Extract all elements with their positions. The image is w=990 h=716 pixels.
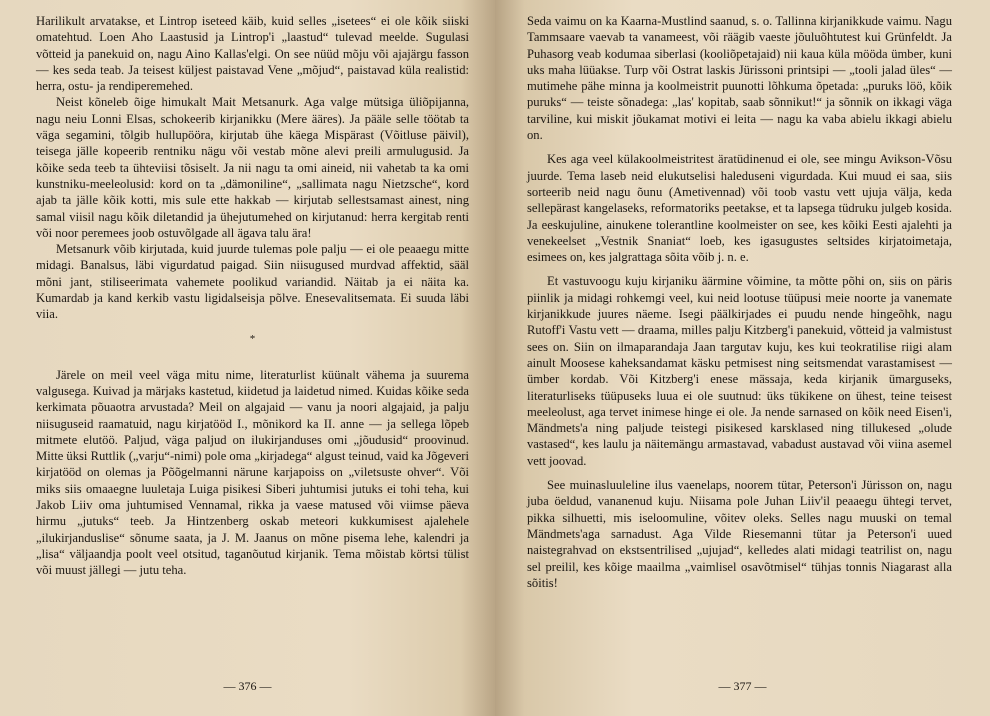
right-page-text — [527, 13, 952, 591]
section-separator: * — [249, 332, 256, 345]
paragraph: See muinasluuleline ilus vaenelaps, noorem tütar, Peterson'i Jürisson on, nagu juba öeldud, vananenud kuju. Niisama pole Juhan Liiv'il peaaegu ühtegi tervet, pikka silhuetti, mis iseloomuline, võitev oleks. Selles nagu muuski on temal Mändmets'aga sarnadust. Aga Vilde Riesemanni tütar ja Peterson'i uued naistegrahvad on ekstsentrilised „ujujad“, kelledes alati midagi teatrilist on, nagu sel preilil, kes kõige maailma „vaimlisel osavõtmisel“ tühjas tonnis Niagarast alla sõitis! — [527, 478, 952, 590]
paragraph: Järele on meil veel väga mitu nime, literaturlist küünalt vähema ja suurema valgusega. Kuivad ja märjaks kastetud, kiidetud ja laidetud nimed. Kuidas kõike seda kerkimata põuaotra arvustada? Meil on algajaid — vanu ja noori algajaid, ja palju niisuguseid raamatuid, nagu kirjatööd I., mõnikord ka II. anne — ja sellega lõpeb mitmete elutöö. Paljud, väga paljud on ilukirjanduses omi „jõudusid“ proovinud. Mitte üksi Ruttlik („varju“-nimi) pole oma „kirjadega“ algust teinud, vaid ka Jõgeveri kirjatööd on olemas ja Põõgelmanni närune karjapoiss on „viletsuste ohver“. Või miks siis omaaegne luuletaja Luiga pisikesi Siberi juhtumisi jutuks ei tohi teha, kui Jakob Liiv oma juhtumised Vennamal, rikka ja vaese matused või viimse päeva hirmu „jutuks“ teeb. Ja Hintzenberg oskab meteori kukkumisest ajalehele „ilukirjanduslise“ sõnume saata, ja J. M. Jaanus on mõne pisema lehe, kalendri ja „lisa“ väljaandja poolt veel otsitud, taganõutud kirjanik. Tema mõistab körtsi tülist või muust jällegi — jutu teha. — [36, 367, 469, 578]
paragraph: Kes aga veel külakoolmeistritest äratüdinenud ei ole, see mingu Avikson-Võsu juurde. Tema laseb neid elukutselisi haleduseni vigurdada. Kui muud ei saa, siis sorteerib neid nagu õunu (Ametivennad) või toob vastu vett ujuja välja, keda sellepärast kangelaseks, reformatoriks peetakse, et ta lapsega tüdruku julgeb kosida. Ja eeskujuline, ainukene tolerantline koolmeister on see, kes kõiki Eesti ajalehti ja venekeelset „Vestnik Snaniat“ loeb, kes igasugustes seltsides kirjatoimetaja, esimees on, kes jalgrattaga sõita võib j. n. e. — [527, 152, 952, 265]
paragraph: Neist kõneleb õige himukalt Mait Metsanurk. Aga valge mütsiga üliõpijanna, nagu neiu Lonni Elsas, schokeerib kirjanikku (Mere ääres). Ja pääle selle töötab ta väga segamini, tõlgib hullupööra, kirjutab ühe käega Mispärast (Võitluse päivil), teisega jälle kopeerib rentniku nägu või vestab mõne alevi preili armulugusid. Ja kõike seda teeb ta ühteviisi tõsiselt. Ja nii nagu ta omi aineid, nii vahetab ta ka omi kunstniku-meeleolusid: kord on ta „dämoniline“, „sallimata nagu Nietzsche“, kord ajab ta jälle kõik kotti, mis sule ette hakkab — kirjutab sellestsamast ainest, ning samal viisil nagu kõik diletandid ja ühejutumehed on kirjutanud: herra kergitab renti või noor peremees joob ostuvõlgade all ägava talu ära! — [36, 95, 469, 240]
page-number: — 377 — — [718, 679, 767, 693]
left-page-text — [36, 13, 469, 579]
paragraph: Seda vaimu on ka Kaarna-Mustlind saanud, s. o. Tallinna kirjanikkude vaimu. Nagu Tammsaare vaevab ta vanameest, või räägib vaeste jõuluõhtutest kui Grünfeldt. Ja Puhasorg veab kodumaa siberlasi (kooliõpetajaid) nii kaua küla mööda ümber, kuni uks maha lüüakse. Turp või Ostrat laskis Jürissoni printsipi — „tooli jalad üles“ — mutimehe pähe minna ja koolmeistrit puunotti lõhkuma õpetada: „puruks löö, kõik puruks“ — teiste sõnadega: „las' kopitab, saab sõnnikut!“ ja sõnnik on ikkagi väga tarviline, kui miskit jõukamat motivi ei leita — nagu ka vaba abielu ikkagi abielu on. — [527, 14, 952, 143]
paragraph: Metsanurk võib kirjutada, kuid juurde tulemas pole palju — ei ole peaaegu mitte midagi. Banalsus, läbi vigurdatud paigad. Siin niisugused murdvad affektid, sääl mõni jant, stiliseerimata vahemete poolikud variandid. Näitab ja ei näita ka. Kumardab ja kand kerkib vastu ligidalseisja põlve. Enesevalitsemata. Ei suuda läbi viia. — [36, 242, 469, 322]
right-page — [495, 0, 990, 716]
paragraph: Et vastuvoogu kuju kirjaniku äärmine võimine, ta mõtte põhi on, siis on päris piinlik ja midagi rohkemgi veel, kui neid lootuse tüüpusi meie noorte ja vanemate kirjanikkude juures näeme. Isegi päälkirjades ei puudu nende hingeõhk, nagu Rutoff'i Vastu vett — draama, milles palju Kitzberg'i panekuid, võtteid ja valmistust sees on. Siin on ilmaparandaja Jaan targutav kuju, kes kui teokratilise riigi alam ainult Moosese kaheksandamat käsku petmisest ning seitsmendat varastamisest — ümber kordab. Või Kitzberg'i enese mässaja, keda kirjanik ümarguseks, literaturliseks tüüpuseks luua ei ole suutnud: üks tükikene on ühest, teine teisest meeleolust, aga tervet inimese hinge ei ole. Ja nende sarnased on kõik need Eisen'i, Mändmets'a ning paljude teistegi pisikesed karsklased ning tillukesed „olude vastased“, kes laulu ja näitemängu armastavad, vabadust austavad või viina asemel vett joovad. — [527, 274, 952, 468]
paragraph: Harilikult arvatakse, et Lintrop iseteed käib, kuid selles „isetees“ ei ole kõik siiski omatehtud. Loen Aho Laastusid ja Lintrop'i „laastud“ tulevad meelde. Sugulasi võtteid ja panekuid on, nagu Aino Kallas'elgi. On see nüüd mõju või ajajärgu fasson — kes seda teab. Ja teisest küljest paistavad Vene „mõjud“, paistavad küla realistid: herra, ostu- ja rendiperemehed. — [36, 14, 469, 94]
page-number: — 376 — — [223, 679, 272, 693]
